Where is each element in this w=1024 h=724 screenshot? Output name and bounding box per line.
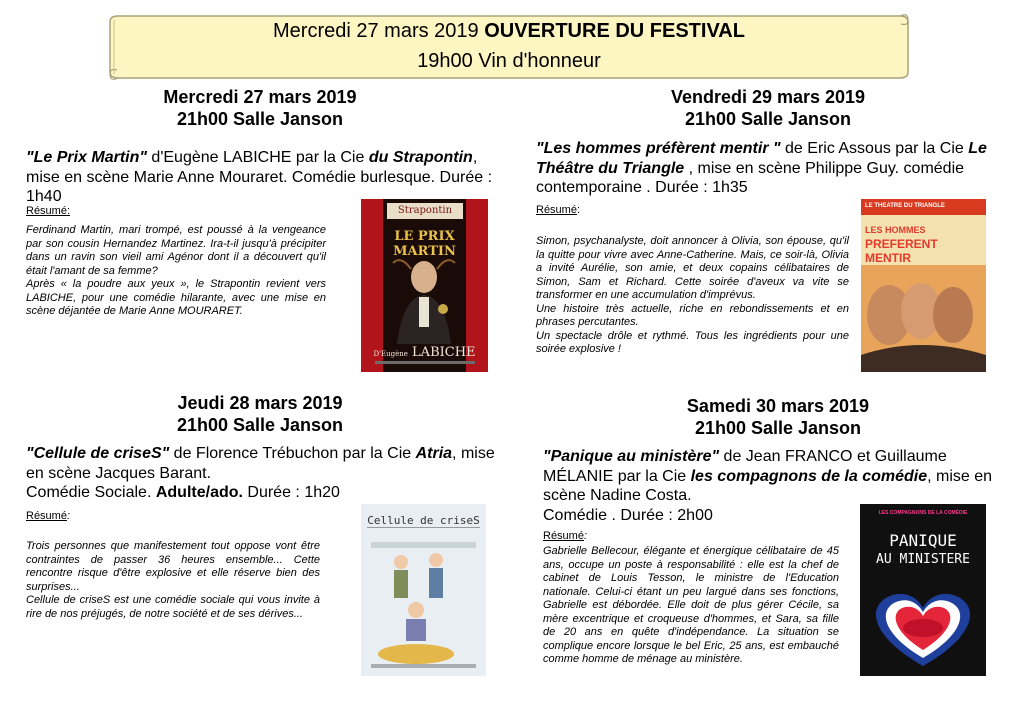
banner-subtitle: 19h00 Vin d'honneur [417, 50, 601, 72]
show-1-time: 21h00 Salle Janson [176, 109, 344, 129]
show-1-header [110, 86, 410, 130]
show-2-description: "Les hommes préfèrent mentir " de Eric Assous par la Cie Le Théâtre du Triangle , mise en scène Philippe Guy. comédie contemporaine . Durée : 1h35 [536, 140, 987, 196]
show-1-company: du Strapontin [368, 149, 473, 166]
poster-characters-icon [361, 532, 486, 676]
show-4-header [628, 395, 928, 439]
show-4-time: 21h00 Salle Janson [694, 418, 862, 438]
show-1-resume: Ferdinand Martin, mari trompé, est poussé à la vengeance par son cousin Hernandez Martinez. Ira-t-il jusqu'à précipiter dans un ravin son vieil ami Agénor dont il a découvert qu'il était l'amant de sa femme? Après « la poudre aux yeux », le Strapontin revient vers LABICHE, pour une comédie hilarante, avec une mise en scène déjantée de Marie Anne MOURARET. [26, 224, 326, 317]
show-3-header [110, 392, 410, 436]
festival-banner [108, 12, 910, 72]
show-4-title: "Panique au ministère" [543, 448, 720, 465]
poster-panique-ministere: LES COMPAGNONS DE LA COMÉDIE PANIQUE AU MINISTERE [860, 504, 986, 676]
poster-figure-icon [383, 249, 466, 344]
show-2-company: Le Théâtre du Triangle [536, 140, 987, 177]
show-1-date: Mercredi 27 mars 2019 [163, 87, 357, 107]
banner-title: Mercredi 27 mars 2019 OUVERTURE DU FESTIVAL [273, 20, 745, 42]
show-2-title: "Les hommes préfèrent mentir " [536, 140, 781, 157]
show-3-resume: Trois personnes que manifestement tout oppose vont être contraintes de passer 36 heures ensemble... Cette rencontre risque d'être explosive et elle réserve bien des surprises... Cellule de criseS est une comédie sociale qui vous invite à rire de nos préjugés, de notre société et de ses dérives... [26, 540, 320, 620]
show-4-date: Samedi 30 mars 2019 [686, 396, 870, 416]
poster-hommes-mentir: LE THEATRE DU TRIANGLE LES HOMMES PREFERENT MENTIR [861, 199, 986, 372]
show-4-description: "Panique au ministère" de Jean FRANCO et Guillaume MÉLANIE par la Cie les compagnons de la comédie, mise en scène Nadine Costa. Comédie . Durée : 2h00 [543, 448, 993, 524]
show-2-resume: Simon, psychanalyste, doit annoncer à Olivia, son épouse, qu'il la quitte pour vivre avec Anne-Catherine. Mais, ce soir-là, Olivia a invité Aurélie, son amie, et deux copains célibataires de Simon, Sam et Richard. Cette soirée d'aveux va vite se transformer en une accumulation d'imprévus. Une histoire très actuelle, riche en rebondissements et en phrases percutantes. Un spectacle drôle et rythmé. Tous les ingrédients pour une soirée explosive ! [536, 235, 849, 355]
poster-cellule-crises: Cellule de criseS [361, 504, 486, 676]
show-4-resume-label: Résumé: [543, 530, 588, 542]
show-2-resume-label: Résumé: [536, 204, 581, 216]
show-4-company: les compagnons de la comédie [690, 467, 928, 485]
show-3-time: 21h00 Salle Janson [176, 415, 344, 435]
show-3-company: Atria [415, 445, 453, 462]
show-3-resume-label: Résumé: [26, 510, 71, 522]
poster-faces-icon [861, 265, 986, 372]
show-2-date: Vendredi 29 mars 2019 [670, 87, 866, 107]
show-2-time: 21h00 Salle Janson [684, 109, 852, 129]
show-4-resume: Gabrielle Bellecour, élégante et énergique célibataire de 45 ans, occupe un poste à responsabilité : elle est la chef de cabinet de Louis Tesson, le ministre de l'Education nationale. Celui-ci étant un peu largué dans ses fonctions, Gabrielle est débordée. Elle doit de plus gérer Cécile, sa mère excentrique et croqueuse d'hommes, et Sara, sa fille de 20 ans en quête d'indépendance. La situation se complique encore lorsque le bel Eric, 25 ans, est embauché comme homme de ménage au ministère. [543, 545, 839, 665]
show-2-header [608, 86, 928, 130]
show-1-title: "Le Prix Martin" [26, 149, 147, 166]
show-3-description: "Cellule de criseS" de Florence Trébuchon par la Cie Atria, mise en scène Jacques Barant. Comédie Sociale. Adulte/ado. Durée : 1h20 [26, 445, 495, 501]
show-3-date: Jeudi 28 mars 2019 [177, 393, 343, 413]
show-1-resume-label: Résumé: [26, 205, 71, 217]
show-3-title: "Cellule de criseS" [26, 445, 170, 462]
show-1-description: "Le Prix Martin" d'Eugène LABICHE par la Cie du Strapontin, mise en scène Marie Anne Mouraret. Comédie burlesque. Durée : 1h40 [26, 149, 493, 205]
poster-heart-lips-icon [860, 586, 986, 676]
poster-prix-martin: Strapontin LE PRIX MARTIN D'Eugène LABICHE [361, 199, 488, 372]
